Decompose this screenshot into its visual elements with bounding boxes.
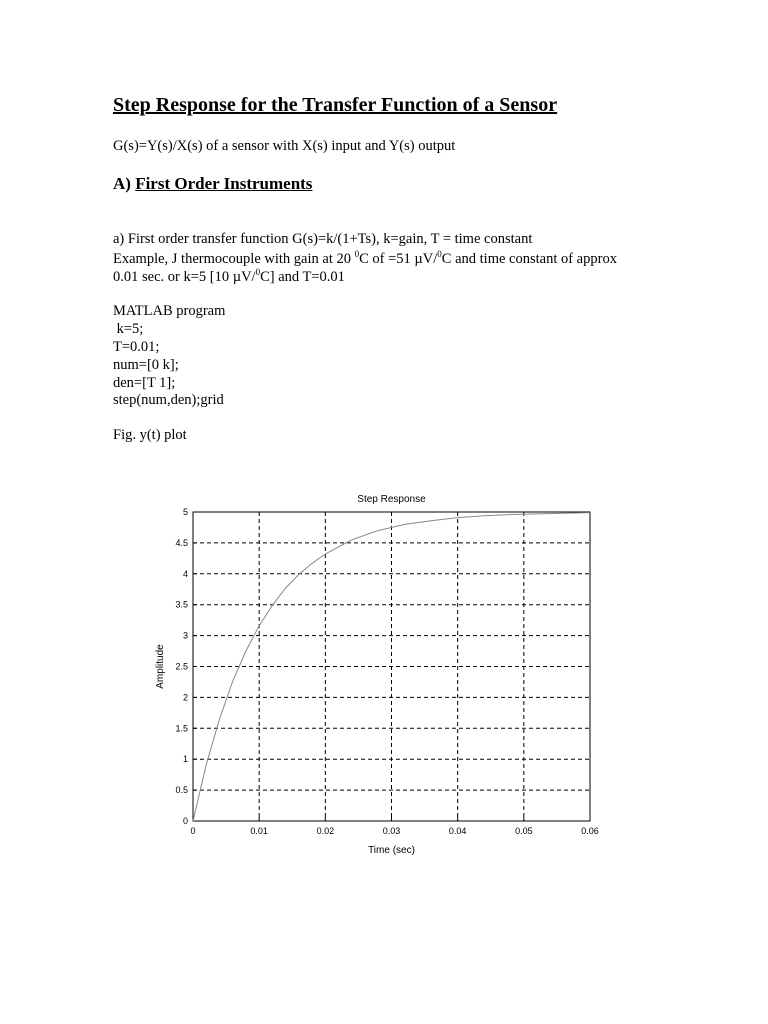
line3-part-b: C] and T=0.01 <box>260 268 345 285</box>
program-line: den=[T 1]; <box>113 375 176 391</box>
section-heading <box>113 174 312 194</box>
paragraph-line-1: a) First order transfer function G(s)=k/(1+Ts), k=gain, T = time constant <box>113 231 533 247</box>
y-tick-label: 4 <box>182 568 188 579</box>
y-axis-label: Amplitude <box>155 644 166 689</box>
program-line: T=0.01; <box>113 339 160 355</box>
intro-text: G(s)=Y(s)/X(s) of a sensor with X(s) input and Y(s) output <box>113 138 456 154</box>
program-line: k=5; <box>113 321 144 337</box>
y-tick-label: 5 <box>182 507 188 517</box>
x-tick-label: 0.04 <box>448 826 467 836</box>
y-tick-label: 3.5 <box>175 599 188 610</box>
x-tick-label: 0.05 <box>515 826 533 836</box>
page-title: Step Response for the Transfer Function of a Sensor <box>113 94 558 116</box>
program-line: step(num,den);grid <box>113 392 224 408</box>
y-tick-label: 2 <box>182 692 188 703</box>
y-tick-label: 2.5 <box>175 661 188 672</box>
program-line: num=[0 k]; <box>113 357 179 373</box>
line2-part-c: C and time constant of approx <box>441 250 617 267</box>
line3-part-a: 0.01 sec. or k=5 [10 µV/ <box>113 268 256 285</box>
y-tick-label: 0 <box>182 816 188 826</box>
paragraph-line-2 <box>113 249 617 268</box>
section-label: First Order Instruments <box>135 174 313 193</box>
degree-superscript: 0 <box>437 249 442 259</box>
x-tick-label: 0.03 <box>382 826 401 836</box>
y-tick-label: 0.5 <box>175 785 188 796</box>
y-tick-label: 1.5 <box>175 723 188 734</box>
y-tick-label: 4.5 <box>175 537 188 548</box>
y-tick-label: 3 <box>182 630 188 641</box>
degree-superscript: 0 <box>255 267 261 277</box>
x-tick-label: 0.06 <box>581 826 599 836</box>
chart-title: Step Response <box>357 494 426 505</box>
grid-layer <box>193 512 590 821</box>
x-axis-label: Time (sec) <box>368 845 415 856</box>
x-tick-label: 0.01 <box>250 826 268 836</box>
section-prefix: A) <box>113 174 136 193</box>
x-tick-label: 0 <box>190 826 196 836</box>
degree-superscript: 0 <box>354 249 360 259</box>
y-tick-label: 1 <box>182 754 188 765</box>
paragraph-line-3 <box>113 267 345 286</box>
step-response-chart <box>150 485 620 865</box>
line2-part-a: Example, J thermocouple with gain at 20 <box>113 250 355 267</box>
x-tick-label: 0.02 <box>316 826 335 836</box>
ticks-layer <box>175 507 598 836</box>
line2-part-b: C of =51 µV/ <box>359 250 438 267</box>
figure-caption: Fig. y(t) plot <box>113 427 187 443</box>
program-heading: MATLAB program <box>113 303 226 319</box>
